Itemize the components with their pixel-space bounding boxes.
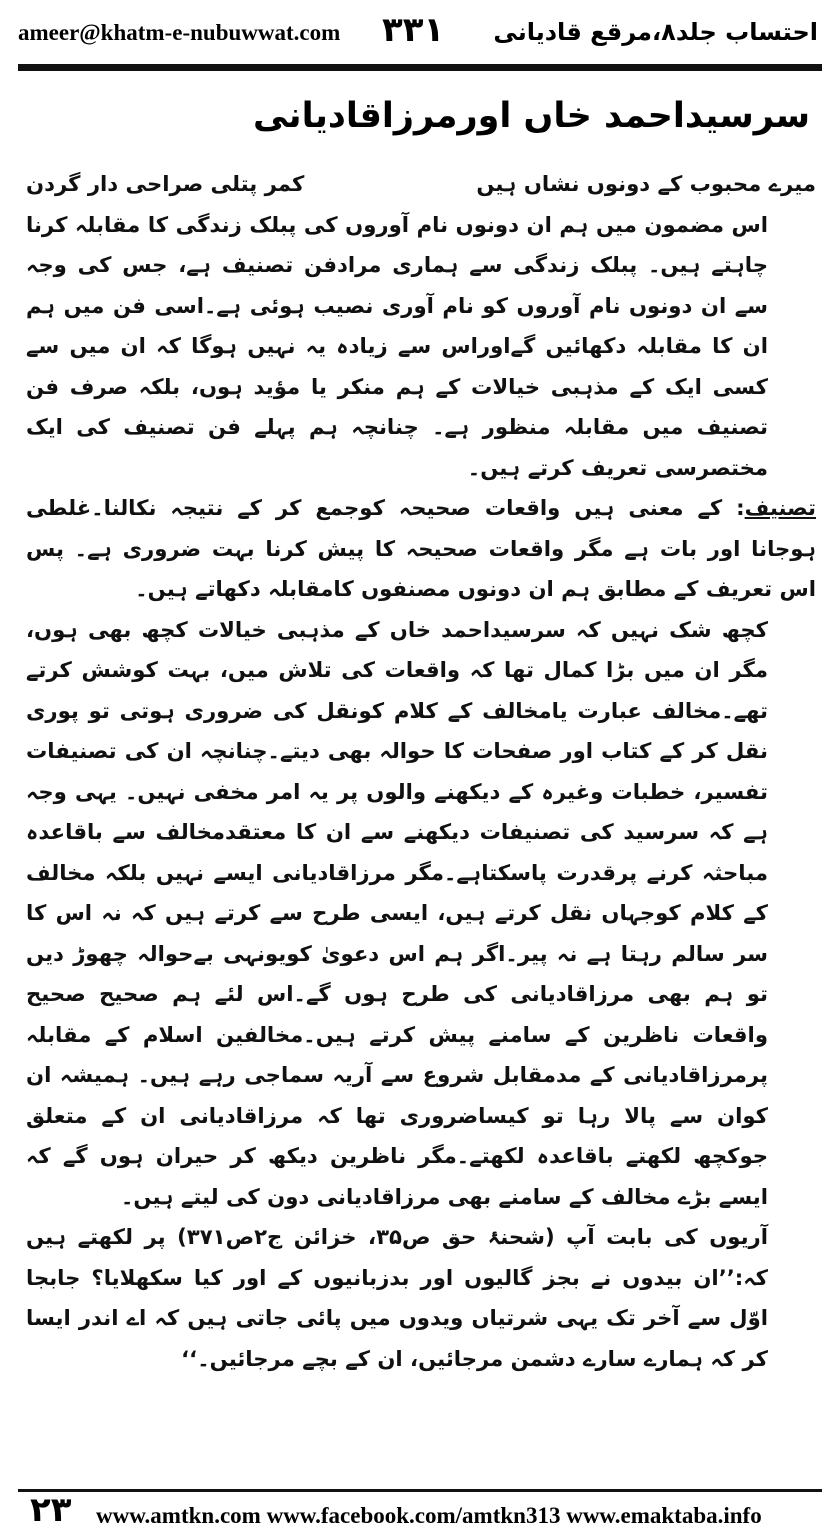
article-title: سرسیداحمد خاں اورمرزاقادیانی [253, 96, 810, 136]
paragraph: کچھ شک نہیں کہ سرسیداحمد خاں کے مذہبی خیالات کچھ بھی ہوں، مگر ان میں بڑا کمال تھا کہ واقعات کی تلاش میں، بہت کوشش کرتے تھے۔مخالف عبارت یامخالف کے کلام کونقل کی ضروری ہوتی تو پوری نقل کر کے کتاب اور صفحات کا حوالہ بھی دیتے۔چنانچہ ان کی تصنیفات تفسیر، خطبات وغیرہ کے دیکھنے والوں پر یہ امر مخفی نہیں۔ یہی وجہ ہے کہ سرسید کی تصنیفات دیکھنے سے ان کا معتقدمخالف سے باقاعدہ مباحثہ کرنے پرقدرت پاسکتاہے۔مگر مرزاقادیانی ایسے نہیں بلکہ مخالف کے کلام کوجہاں نقل کرتے ہیں، ایسی طرح سے کرتے ہیں کہ نہ اس کا سر سالم رہتا ہے نہ پیر۔اگر ہم اس دعویٰ کویونہی بےحوالہ چھوڑ دیں تو ہم بھی مرزاقادیانی کی طرح ہوں گے۔اس لئے ہم صحیح صحیح واقعات ناظرین کے سامنے پیش کرتے ہیں۔مخالفین اسلام کے مقابلہ پرمرزاقادیانی کے مدمقابل شروع سے آریہ سماجی رہے ہیں۔ ہمیشہ ان کوان سے پالا رہا تو کیساضروری تھا کہ مرزاقادیانی ان کے متعلق جوکچھ لکھتے باقاعدہ لکھتے۔مگر ناظرین دیکھ کر حیران ہوں گے کہ ایسے بڑے مخالف کے سامنے بھی مرزاقادیانی دون کی لیتے ہیں۔ [26, 616, 768, 1209]
article-body [26, 164, 816, 1379]
paragraph: اس مضمون میں ہم ان دونوں نام آوروں کی پبلک زندگی کا مقابلہ کرنا چاہتے ہیں۔ پبلک زندگی سے ہماری مرادفن تصنیف ہے، جس کی وجہ سے ان دونوں نام آوروں کو نام آوری نصیب ہوئی ہے۔اسی فن میں ہم ان کا مقابلہ دکھائیں گےاوراس سے زیادہ یہ نہیں ہوگا کہ ان میں سے کسی ایک کے مذہبی خیالات کے ہم منکر یا مؤید ہوں، بلکہ صرف فن تصنیف میں مقابلہ منظور ہے۔ چنانچہ ہم پہلے فن تصنیف کی ایک مختصرسی تعریف کرتے ہیں۔ [26, 211, 768, 480]
header-book-title: احتساب جلد۸،مرقع قادیانی [493, 18, 818, 46]
paragraph: آریوں کی بابت آپ (شحنۂ حق ص۳۵، خزائن ج۲ص۳۷۱) پر لکھتے ہیں کہ:’’ان بیدوں نے بجز گالیوں اور بدزبانیوں کے اور کیا سکھلایا؟ جابجا اوّل سے آخر تک یہی شرتیاں ویدوں میں پائی جاتی ہیں کہ اے اندر ایسا کر کہ ہمارے سارے دشمن مرجائیں، ان کے بچے مرجائیں۔‘‘ [26, 1224, 769, 1371]
verse-right: میرے محبوب کے دونوں نشاں ہیں [476, 171, 816, 196]
definition-term: تصنیف [744, 495, 816, 520]
verse-left: کمر پتلی صراحی دار گردن [26, 171, 305, 196]
footer-page-number: ۲۳ [30, 1490, 72, 1530]
header-rule [18, 64, 822, 71]
definition-text: : کے معنی ہیں واقعات صحیحہ کوجمع کر کے نتیجہ نکالنا۔غلطی ہوجانا اور بات ہے مگر واقعات صحیحہ کا پیش کرنا بہت ضروری ہے۔ پس اس تعریف کے مطابق ہم ان دونوں مصنفوں کامقابلہ دکھاتے ہیں۔ [26, 495, 816, 601]
footer-rule [18, 1489, 822, 1492]
header-page-number: ۳۳۱ [382, 10, 445, 50]
header-email: ameer@khatm-e-nubuwwat.com [18, 20, 341, 45]
definition-paragraph [26, 488, 816, 610]
footer-links: www.amtkn.com www.facebook.com/amtkn313 www.emaktaba.info [96, 1503, 762, 1528]
verse-line [26, 164, 816, 205]
